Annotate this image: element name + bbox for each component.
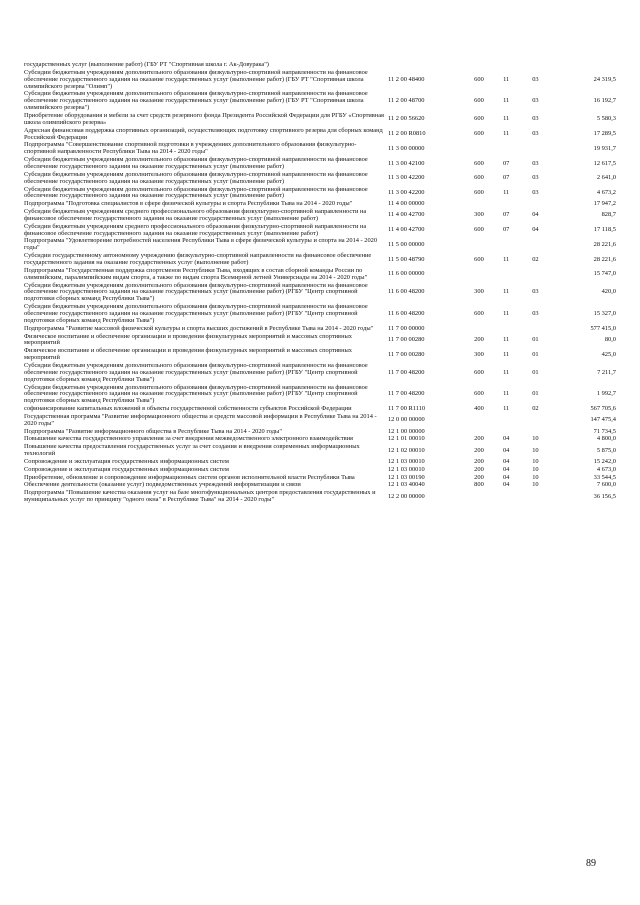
row-expense-type: 600 — [474, 174, 484, 182]
row-amount: 33 544,5 — [593, 473, 616, 481]
row-section: 11 — [503, 188, 510, 196]
row-amount: 5 580,3 — [596, 115, 616, 123]
table-row — [24, 385, 616, 407]
row-subsection: 03 — [532, 97, 539, 105]
table-row — [24, 238, 616, 253]
row-subsection — [520, 62, 551, 70]
table-row — [24, 334, 616, 349]
row-subsection: 04 — [532, 211, 539, 219]
budget-table-body — [24, 62, 616, 505]
row-subsection: 03 — [532, 75, 539, 83]
row-expense-type: 800 — [474, 481, 484, 489]
row-section — [493, 238, 520, 253]
row-expense-type: 600 — [474, 255, 484, 263]
row-subsection: 01 — [532, 368, 539, 376]
row-amount: 7 211,7 — [597, 368, 616, 376]
row-expense-type — [465, 268, 492, 283]
row-expense-type: 400 — [474, 405, 484, 413]
row-name: Субсидии бюджетным учреждениям дополнительного образования физкультурно-спортивной направленности на финансовое обеспечение государственного задания на оказание государственных услуг (выполнение работ) (ГБУ РТ "Спортивная школа олимпийского резерва") — [24, 90, 368, 112]
row-amount: 24 319,5 — [593, 75, 616, 83]
row-subsection: 03 — [532, 159, 539, 167]
table-row — [24, 224, 616, 239]
row-amount: 828,7 — [601, 211, 616, 219]
row-amount: 71 734,5 — [593, 427, 616, 435]
table-row — [24, 209, 616, 224]
row-name: Подпрограмма "Развитие информационного общества в Республике Тыва на 2014 - 2020 годы" — [24, 427, 282, 435]
row-name: Субсидии бюджетным учреждениям среднего профессионального образования физкультурно-спортивной направленности на финансовое обеспечение государственного задания на оказание государственных услуг (выполнение работ) — [24, 222, 367, 237]
row-amount: 5 875,0 — [596, 446, 616, 454]
row-target-code: 11 7 00 R1110 — [387, 405, 426, 413]
table-row — [24, 157, 616, 172]
row-amount: 567 705,6 — [590, 405, 616, 413]
row-target-code: 11 3 00 00000 — [387, 144, 425, 152]
row-expense-type: 600 — [474, 226, 484, 234]
row-amount: 420,0 — [601, 288, 616, 296]
row-name: Обеспечение деятельности (оказание услуг) подведомственных учреждений информатизации и связи — [24, 481, 301, 489]
row-target-code: 12 1 02 00010 — [387, 446, 425, 454]
row-expense-type: 200 — [474, 473, 484, 481]
row-expense-type: 200 — [474, 457, 484, 465]
table-row — [24, 304, 616, 326]
row-amount: 15 327,0 — [593, 310, 616, 318]
row-section — [493, 142, 520, 157]
table-row — [24, 142, 616, 157]
row-target-code: 11 6 00 00000 — [387, 270, 425, 278]
row-name: Приобретение, обновление и сопровождение информационных систем органов исполнительной власти Республики Тыва — [24, 473, 355, 481]
table-row — [24, 172, 616, 187]
row-expense-type — [465, 326, 492, 334]
row-target-code: 11 5 00 00000 — [387, 240, 425, 248]
row-amount: 4 800,0 — [596, 435, 616, 443]
row-amount: 17 947,2 — [593, 200, 616, 208]
table-row — [24, 490, 616, 505]
row-expense-type: 600 — [474, 115, 484, 123]
row-amount: 7 600,0 — [596, 481, 616, 489]
budget-table — [24, 62, 616, 505]
row-expense-type: 200 — [474, 336, 484, 344]
row-name: Подпрограмма "Повышение качества оказания услуг на базе многофункциональных центров предоставления государственных и муниципальных услуг по принципу "одного окна" в Республике Тыва" на 2014 - 2020 годы" — [24, 489, 376, 504]
row-expense-type: 600 — [474, 130, 484, 138]
row-section: 11 — [503, 350, 510, 358]
row-amount: 4 673,2 — [596, 188, 616, 196]
row-amount: 28 221,6 — [593, 240, 616, 248]
row-target-code: 11 3 00 42200 — [387, 174, 425, 182]
row-name: Повышение качества предоставления государственных услуг за счет создания и внедрения современных информационных технологий — [24, 443, 360, 458]
row-section — [493, 414, 520, 429]
table-row — [24, 253, 616, 268]
row-section: 04 — [502, 481, 510, 489]
row-amount: 4 673,0 — [596, 465, 616, 473]
row-section — [493, 490, 520, 505]
table-row — [24, 414, 616, 429]
row-amount: 17 118,5 — [593, 226, 616, 234]
row-amount: 80,0 — [604, 336, 616, 344]
row-target-code: 11 3 00 42200 — [387, 188, 425, 196]
row-target-code: 11 2 00 R0810 — [387, 130, 426, 138]
row-target-code: 12 1 03 00190 — [387, 473, 425, 481]
table-row — [24, 444, 616, 459]
row-target-code: 11 2 00 56620 — [387, 115, 425, 123]
row-amount: 36 156,5 — [593, 492, 616, 500]
row-expense-type: 600 — [474, 75, 484, 83]
row-name: государственных услуг (выполнение работ) (ГБУ РТ "Спортивная школа г. Ак-Довурака") — [24, 61, 269, 68]
row-section — [493, 62, 520, 70]
row-expense-type: 200 — [474, 435, 484, 443]
row-subsection: 10 — [532, 457, 539, 465]
row-name: Подпрограмма "Подготовка специалистов в сфере физической культуры и спорта Республики Тыва на 2014 - 2020 годы" — [24, 200, 353, 208]
row-subsection: 01 — [532, 350, 539, 358]
row-name: Приобретение оборудования и мебели за счет средств резервного фонда Президента Российской Федерации для РГБУ «Спортивная школа олимпийского резерва» — [24, 112, 384, 126]
row-section: 11 — [503, 368, 510, 376]
row-section: 11 — [503, 288, 510, 296]
row-target-code: 11 2 00 48400 — [387, 75, 425, 83]
row-expense-type: 600 — [474, 310, 484, 318]
row-target-code: 11 7 00 00280 — [387, 336, 425, 344]
row-target-code: 11 2 00 48700 — [387, 97, 425, 105]
row-name: Субсидии бюджетным учреждениям дополнительного образования физкультурно-спортивной направленности на финансовое обеспечение государственного задания на оказание государственных услуг (выполнение работ) — [24, 170, 368, 185]
row-name: Субсидии бюджетным учреждениям дополнительного образования физкультурно-спортивной направленности на финансовое обеспечение государственного задания на оказание государственных услуг (выполнение работ) — [24, 185, 368, 200]
row-target-code: 11 4 00 00000 — [387, 200, 425, 208]
row-expense-type: 600 — [474, 368, 484, 376]
row-amount: 15 242,0 — [593, 457, 616, 465]
row-target-code: 12 1 03 00010 — [387, 465, 425, 473]
row-target-code: 12 2 00 00000 — [387, 492, 425, 500]
row-amount: 17 289,5 — [593, 130, 616, 138]
row-expense-type — [465, 201, 492, 209]
row-name: Государственная программа "Развитие информационного общества и средств массовой информации в Республике Тыва на 2014 - 2020 годы" — [24, 412, 377, 427]
row-target-code: 12 1 00 00000 — [387, 427, 425, 435]
row-target-code: 11 4 00 42700 — [387, 211, 425, 219]
row-name: Подпрограмма "Государственная поддержка спортсменов Республики Тыва, входящих в состав сборной команды России по олимпийским, паралимпийским видам спорта, а также по видам спорта Всемирной летней Универсиады на 2014 - 2020 годы" — [24, 266, 368, 281]
row-section: 11 — [503, 115, 510, 123]
row-name: Субсидии бюджетным учреждениям дополнительного образования физкультурно-спортивной направленности на финансовое обеспечение государственного задания на оказание государственных услуг (выполнение работ) (РГБУ "Центр спортивной подготовки сборных команд Республики Тыва") — [24, 361, 368, 383]
row-section: 07 — [502, 211, 510, 219]
table-row — [24, 283, 616, 305]
row-subsection: 03 — [532, 130, 539, 138]
table-row — [24, 113, 616, 128]
row-expense-type: 200 — [474, 446, 484, 454]
row-section: 07 — [502, 174, 510, 182]
row-target-code: 11 4 00 42700 — [387, 226, 425, 234]
row-amount: 2 641,0 — [596, 174, 616, 182]
page-number: 89 — [586, 858, 596, 869]
row-subsection: 03 — [532, 115, 539, 123]
row-subsection: 10 — [532, 465, 539, 473]
row-target-code: 12 1 03 40040 — [387, 481, 425, 489]
row-section — [493, 326, 520, 334]
row-name: Физическое воспитание и обеспечение организации и проведения физкультурных мероприятий и массовых спортивных мероприятий — [24, 332, 352, 347]
row-amount: 19 931,7 — [593, 144, 616, 152]
row-subsection — [520, 201, 551, 209]
row-amount — [551, 62, 616, 70]
row-amount: 28 221,6 — [593, 255, 616, 263]
row-name: Адресная финансовая поддержка спортивных организаций, осуществляющих подготовку спортивного резерва для сборных команд Российской Федерации — [24, 126, 383, 141]
row-name: Сопровождение и эксплуатация государственных информационных систем — [24, 465, 229, 473]
row-section: 11 — [503, 255, 510, 263]
row-subsection: 10 — [532, 435, 539, 443]
row-section: 11 — [503, 390, 510, 398]
row-subsection — [520, 268, 551, 283]
row-expense-type: 600 — [474, 97, 484, 105]
row-name: Субсидии бюджетным учреждениям дополнительного образования физкультурно-спортивной направленности на финансовое обеспечение государственного задания на оказание государственных услуг (выполнение работ) (РГБУ "Центр спортивной подготовки сборных команд Республики Тыва") — [24, 383, 368, 405]
row-section: 04 — [502, 457, 510, 465]
row-target-code: 11 7 00 48200 — [387, 368, 425, 376]
row-section: 04 — [502, 435, 510, 443]
row-name: Повышение качества государственного управления за счет внедрения межведомственного электронного взаимодействия — [24, 435, 353, 443]
row-subsection: 02 — [532, 255, 539, 263]
row-subsection: 03 — [532, 188, 539, 196]
row-expense-type: 600 — [474, 159, 484, 167]
row-section: 04 — [502, 473, 510, 481]
row-expense-type — [465, 62, 492, 70]
row-section: 04 — [502, 446, 510, 454]
row-subsection — [520, 326, 551, 334]
row-target-code: 11 7 00 00280 — [387, 350, 425, 358]
row-target-code — [388, 62, 465, 70]
row-expense-type — [465, 238, 492, 253]
row-subsection: 10 — [532, 446, 539, 454]
row-amount: 425,0 — [601, 350, 616, 358]
table-row — [24, 268, 616, 283]
row-section: 11 — [503, 130, 510, 138]
row-amount: 577 415,0 — [590, 324, 616, 332]
row-expense-type: 300 — [474, 211, 484, 219]
row-amount: 15 747,0 — [593, 270, 616, 278]
row-section: 07 — [502, 226, 510, 234]
row-subsection — [520, 142, 551, 157]
row-section: 11 — [503, 75, 510, 83]
row-name: Физическое воспитание и обеспечение организации и проведения физкультурных мероприятий и массовых спортивных мероприятий — [24, 347, 352, 362]
table-row — [24, 187, 616, 202]
row-target-code: 12 1 01 00010 — [387, 435, 425, 443]
row-subsection: 04 — [532, 226, 539, 234]
row-name: Сопровождение и эксплуатация государственных информационных систем — [24, 457, 229, 465]
row-expense-type: 300 — [474, 288, 484, 296]
row-section: 11 — [503, 336, 510, 344]
row-subsection — [520, 490, 551, 505]
row-section: 11 — [503, 310, 510, 318]
row-target-code: 11 7 00 48200 — [387, 390, 425, 398]
row-name: Субсидии бюджетным учреждениям дополнительного образования физкультурно-спортивной направленности на финансовое обеспечение государственного задания на оказание государственных услуг (выполнение работ) (РГБУ "Центр спортивной подготовки сборных команд Республики Тыва") — [24, 303, 368, 324]
row-target-code: 11 6 00 48200 — [387, 288, 425, 296]
row-expense-type: 200 — [474, 465, 484, 473]
row-expense-type: 600 — [474, 390, 484, 398]
row-amount: 147 475,4 — [590, 416, 616, 424]
row-expense-type — [465, 142, 492, 157]
row-target-code: 11 3 00 42100 — [387, 159, 425, 167]
row-name: Подпрограмма "Совершенствование спортивной подготовки в учреждениях дополнительного образования физкультурно-спортивной направленности Республики Тыва на 2014 - 2020 годы" — [24, 141, 357, 156]
row-section: 04 — [502, 465, 510, 473]
row-name: Субсидии бюджетным учреждениям дополнительного образования физкультурно-спортивной направленности на финансовое обеспечение государственного задания на оказание государственных услуг (выполнение работ) (ГБУ РТ "Спортивная школа олимпийского резерва "Олимп") — [24, 68, 368, 90]
row-section: 11 — [503, 405, 510, 413]
row-name: Подпрограмма "Развитие массовой физической культуры и спорта высших достижений в Республике Тыва на 2014 - 2020 годы" — [24, 324, 374, 332]
row-amount: 12 617,5 — [593, 159, 616, 167]
row-target-code: 12 1 03 00010 — [387, 457, 425, 465]
row-name: Субсидии бюджетным учреждениям среднего профессионального образования физкультурно-спортивной направленности на финансовое обеспечение государственного задания на оказание государственных услуг (выполнение работ) — [24, 208, 367, 222]
row-name: Субсидии государственному автономному учреждению физкультурно-спортивной направленности на финансовое обеспечение государственного задания на оказание государственных услуг (выполнение работ) — [24, 252, 372, 267]
row-name: Субсидии бюджетным учреждениям дополнительного образования физкультурно-спортивной направленности на финансовое обеспечение государственного задания на оказание государственных услуг (выполнение работ) (РГБУ "Центр спортивной подготовки сборных команд Республики Тыва") — [24, 281, 368, 303]
row-subsection — [520, 414, 551, 429]
row-expense-type — [465, 414, 492, 429]
row-subsection: 02 — [532, 405, 539, 413]
row-subsection: 10 — [532, 481, 539, 489]
row-target-code: 11 5 00 48790 — [387, 255, 425, 263]
row-section — [493, 201, 520, 209]
row-subsection — [520, 238, 551, 253]
row-subsection: 01 — [532, 336, 539, 344]
row-section — [493, 268, 520, 283]
row-section: 11 — [503, 97, 510, 105]
row-expense-type: 300 — [474, 350, 484, 358]
table-row — [24, 70, 616, 92]
row-name: софинансирование капитальных вложений в объекты государственной собственности субъектов Российской Федерации — [24, 405, 352, 413]
table-row — [24, 348, 616, 363]
row-expense-type: 600 — [474, 188, 484, 196]
table-row — [24, 91, 616, 113]
row-subsection: 03 — [532, 310, 539, 318]
row-subsection: 01 — [532, 390, 539, 398]
table-row — [24, 363, 616, 385]
row-name: Подпрограмма "Удовлетворение потребностей населения Республики Тыва в сфере физической культуры и спорта на 2014 - 2020 годы" — [24, 237, 378, 252]
row-subsection: 10 — [532, 473, 539, 481]
row-target-code: 12 0 00 00000 — [387, 416, 425, 424]
row-expense-type — [465, 490, 492, 505]
row-name: Субсидии бюджетным учреждениям дополнительного образования физкультурно-спортивной направленности на финансовое обеспечение государственного задания на оказание государственных услуг (выполнение работ) — [24, 156, 368, 171]
table-row — [24, 128, 616, 143]
row-target-code: 11 7 00 00000 — [387, 324, 425, 332]
row-target-code: 11 6 00 48200 — [387, 310, 425, 318]
row-amount: 1 992,7 — [596, 390, 616, 398]
row-subsection: 03 — [532, 288, 539, 296]
row-section: 07 — [502, 159, 510, 167]
row-subsection: 03 — [532, 174, 539, 182]
row-amount: 16 192,7 — [593, 97, 616, 105]
